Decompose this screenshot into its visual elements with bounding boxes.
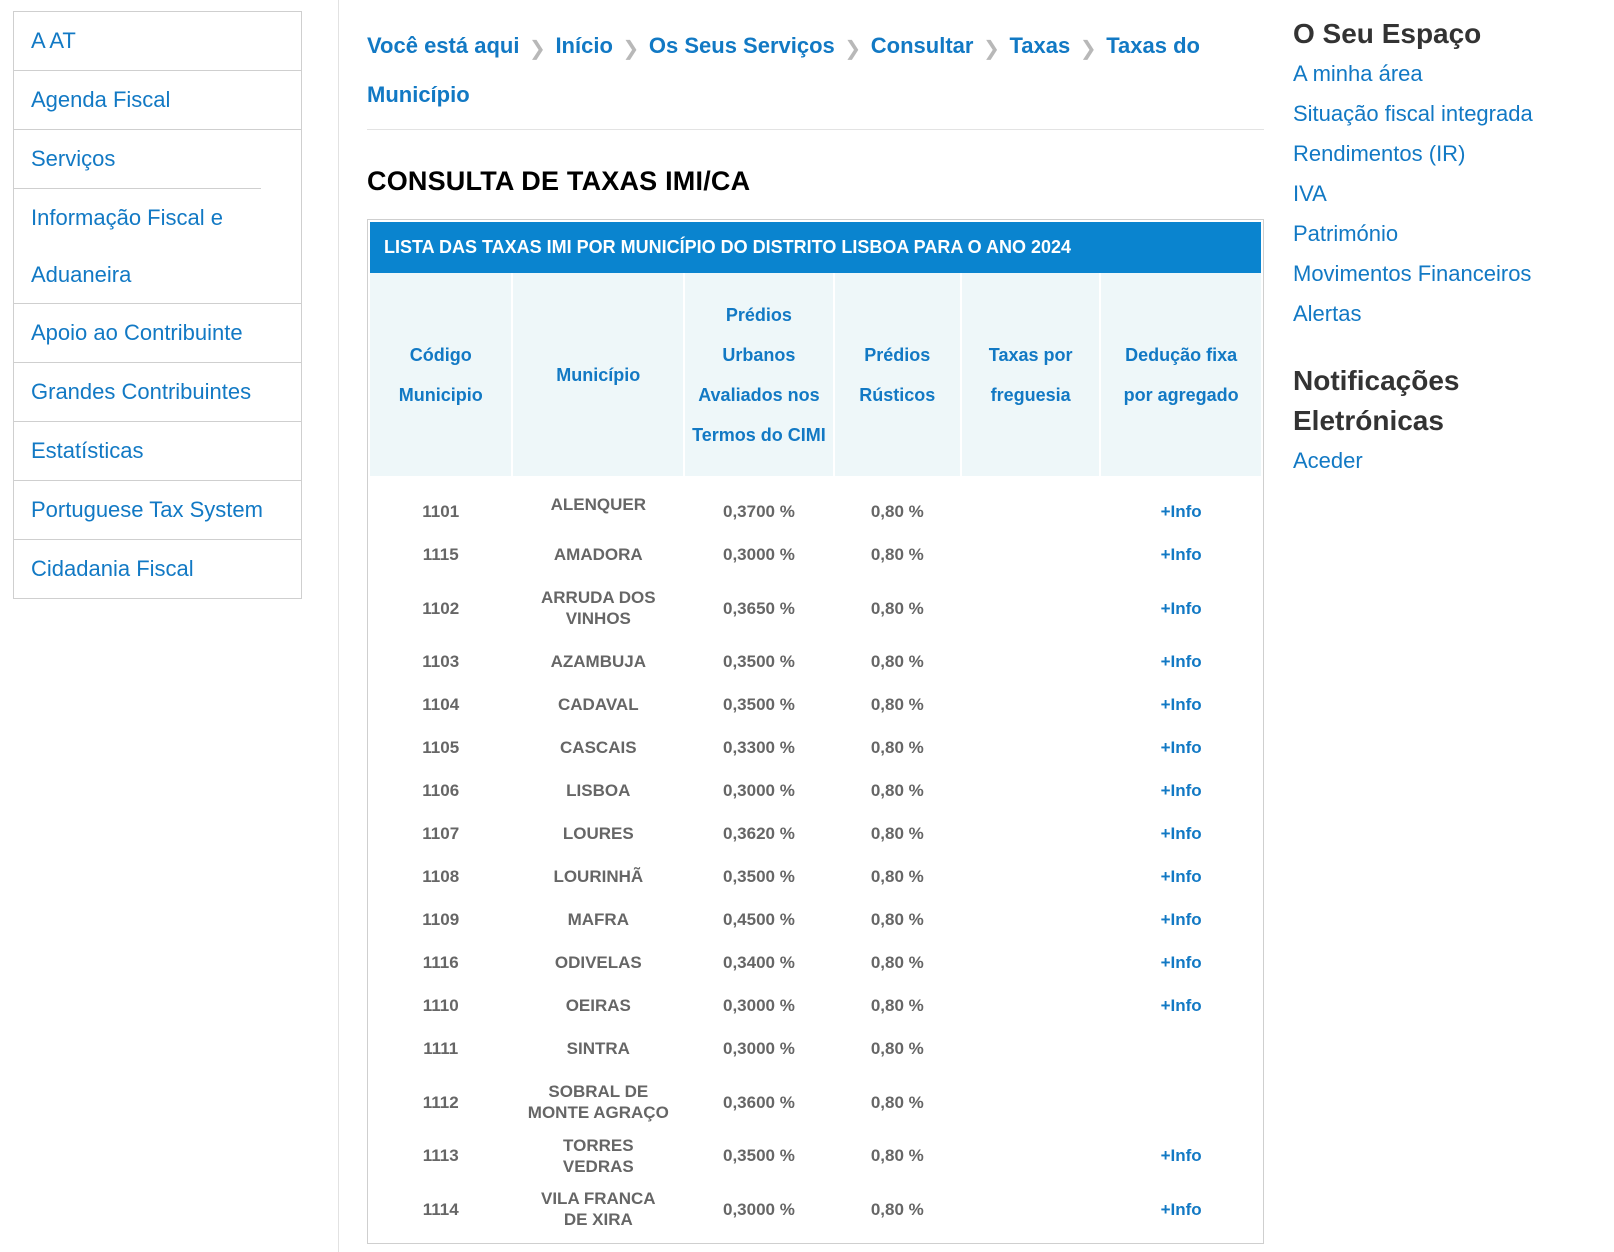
link-patrimonio[interactable]: Património <box>1293 221 1399 246</box>
cell-deducao-info <box>1101 1070 1261 1134</box>
cell-deducao-info <box>1101 640 1261 683</box>
cell-municipio: ALENQUER <box>550 495 646 514</box>
espaco-title: O Seu Espaço <box>1293 18 1482 49</box>
info-link[interactable]: +Info <box>1160 781 1202 800</box>
cell-codigo: 1106 <box>422 781 460 800</box>
cell-taxas-freguesia <box>962 1134 1099 1177</box>
table-row <box>370 1134 1261 1177</box>
cell-municipio: OEIRAS <box>565 996 631 1015</box>
table-row <box>370 1070 1261 1134</box>
sidebar-item-cidadania-fiscal[interactable]: Cidadania Fiscal <box>14 539 301 598</box>
cell-taxas-freguesia <box>962 683 1099 726</box>
cell-taxas-freguesia <box>962 476 1099 533</box>
cell-predios-urbanos: 0,3500 % <box>722 695 795 714</box>
cell-deducao-info <box>1101 533 1261 576</box>
chevron-right-icon: ❯ <box>1079 38 1097 60</box>
cell-taxas-freguesia <box>962 984 1099 1027</box>
table-caption: LISTA DAS TAXAS IMI POR MUNICÍPIO DO DISTRITO LISBOA PARA O ANO 2024 <box>370 222 1261 273</box>
header-codigo: Código Municipio <box>370 273 511 476</box>
info-link[interactable]: +Info <box>1160 652 1202 671</box>
info-link[interactable]: +Info <box>1160 598 1202 618</box>
cell-deducao-info <box>1101 898 1261 941</box>
sidebar-item-grandes-contribuintes[interactable]: Grandes Contribuintes <box>14 362 301 421</box>
table-row <box>370 769 1261 812</box>
notificacoes-title: Notificações Eletrónicas <box>1293 365 1460 436</box>
table-row <box>370 1177 1261 1241</box>
cell-predios-rusticos: 0,80 % <box>870 867 924 886</box>
info-link[interactable]: +Info <box>1160 996 1202 1015</box>
breadcrumb-you-are-here[interactable]: Você está aqui <box>367 33 520 58</box>
info-link[interactable]: +Info <box>1160 738 1202 757</box>
info-link[interactable]: +Info <box>1160 545 1202 564</box>
cell-predios-rusticos: 0,80 % <box>870 738 924 757</box>
table-row <box>370 898 1261 941</box>
cell-codigo: 1103 <box>422 652 460 671</box>
cell-codigo: 1102 <box>422 598 460 618</box>
header-municipio: Município <box>513 273 683 476</box>
cell-predios-urbanos: 0,3000 % <box>722 996 795 1015</box>
breadcrumb-consultar[interactable]: Consultar <box>870 33 974 58</box>
cell-predios-rusticos: 0,80 % <box>870 652 924 671</box>
cell-predios-rusticos: 0,80 % <box>870 502 924 521</box>
info-link[interactable]: +Info <box>1160 502 1202 521</box>
link-alertas[interactable]: Alertas <box>1293 301 1362 326</box>
chevron-right-icon: ❯ <box>983 38 1000 60</box>
cell-municipio: LISBOA <box>566 781 631 800</box>
cell-municipio: CADAVAL <box>558 695 639 714</box>
table-row <box>370 812 1261 855</box>
cell-predios-rusticos: 0,80 % <box>870 598 924 618</box>
cell-codigo: 1105 <box>422 738 460 757</box>
link-movimentos-financeiros[interactable]: Movimentos Financeiros <box>1293 261 1532 286</box>
cell-predios-rusticos: 0,80 % <box>870 1092 924 1112</box>
link-minha-area[interactable]: A minha área <box>1293 61 1423 86</box>
cell-codigo: 1107 <box>422 824 460 843</box>
cell-deducao-info <box>1101 941 1261 984</box>
imi-rates-table <box>367 219 1264 1244</box>
cell-predios-urbanos: 0,3500 % <box>722 867 795 886</box>
chevron-right-icon: ❯ <box>622 38 640 60</box>
cell-taxas-freguesia <box>962 898 1099 941</box>
cell-codigo: 1115 <box>422 545 459 564</box>
cell-deducao-info <box>1101 769 1261 812</box>
cell-municipio: CASCAIS <box>560 738 637 757</box>
cell-predios-urbanos: 0,3000 % <box>722 1039 795 1058</box>
cell-predios-urbanos: 0,3650 % <box>722 598 795 618</box>
cell-municipio: TORRES VEDRAS <box>562 1135 634 1176</box>
link-situacao-fiscal[interactable]: Situação fiscal integrada <box>1293 101 1533 126</box>
cell-predios-urbanos: 0,3000 % <box>722 545 795 564</box>
table-header-row <box>370 273 1261 476</box>
link-rendimentos[interactable]: Rendimentos (IR) <box>1293 141 1466 166</box>
cell-codigo: 1108 <box>422 867 460 886</box>
breadcrumb-os-seus-servicos[interactable]: Os Seus Serviços <box>648 33 835 58</box>
info-link[interactable]: +Info <box>1160 695 1202 714</box>
cell-municipio: MAFRA <box>567 910 629 929</box>
cell-deducao-info <box>1101 1134 1261 1177</box>
cell-municipio: LOURINHÃ <box>553 867 644 886</box>
cell-deducao-info <box>1101 812 1261 855</box>
cell-taxas-freguesia <box>962 769 1099 812</box>
cell-taxas-freguesia <box>962 576 1099 640</box>
cell-predios-urbanos: 0,3000 % <box>722 781 795 800</box>
table-row <box>370 941 1261 984</box>
cell-municipio: SOBRAL DE MONTE AGRAÇO <box>527 1082 669 1122</box>
cell-predios-urbanos: 0,3300 % <box>722 738 795 757</box>
cell-codigo: 1112 <box>422 1092 459 1112</box>
cell-deducao-info <box>1101 726 1261 769</box>
breadcrumb-taxas-do-municipio[interactable]: Taxas do Município <box>367 33 1200 107</box>
link-aceder[interactable]: Aceder <box>1293 448 1363 473</box>
info-link[interactable]: +Info <box>1160 824 1202 843</box>
cell-predios-rusticos: 0,80 % <box>870 824 924 843</box>
sidebar-item-estatisticas[interactable]: Estatísticas <box>14 421 301 480</box>
cell-taxas-freguesia <box>962 1177 1099 1241</box>
info-link[interactable]: +Info <box>1160 1199 1202 1219</box>
cell-codigo: 1110 <box>422 996 459 1015</box>
breadcrumb <box>367 22 1264 130</box>
table-row <box>370 640 1261 683</box>
header-deducao-fixa: Dedução fixa por agregado <box>1101 273 1261 476</box>
cell-predios-urbanos: 0,3000 % <box>722 1199 795 1219</box>
cell-deducao-info <box>1101 855 1261 898</box>
cell-codigo: 1109 <box>422 910 460 929</box>
chevron-right-icon: ❯ <box>529 38 546 60</box>
cell-predios-rusticos: 0,80 % <box>870 910 924 929</box>
cell-taxas-freguesia <box>962 1070 1099 1134</box>
cell-predios-urbanos: 0,3500 % <box>722 1146 795 1165</box>
cell-predios-urbanos: 0,4500 % <box>722 910 795 929</box>
cell-predios-rusticos: 0,80 % <box>870 1146 924 1165</box>
cell-taxas-freguesia <box>962 855 1099 898</box>
cell-codigo: 1116 <box>422 953 459 972</box>
cell-municipio: AMADORA <box>553 545 643 564</box>
table-row <box>370 683 1261 726</box>
chevron-right-icon: ❯ <box>844 38 862 60</box>
cell-municipio: LOURES <box>562 824 634 843</box>
cell-deducao-info <box>1101 1027 1261 1070</box>
cell-codigo: 1111 <box>423 1039 459 1058</box>
table-row <box>370 533 1261 576</box>
cell-deducao-info <box>1101 576 1261 640</box>
link-iva[interactable]: IVA <box>1293 181 1327 206</box>
breadcrumb-inicio[interactable]: Início <box>555 33 613 58</box>
sidebar-item-agenda-fiscal[interactable]: Agenda Fiscal <box>14 70 301 129</box>
breadcrumb-taxas[interactable]: Taxas <box>1009 33 1071 58</box>
cell-predios-rusticos: 0,80 % <box>870 996 924 1015</box>
cell-predios-urbanos: 0,3400 % <box>722 953 795 972</box>
cell-codigo: 1113 <box>422 1146 459 1165</box>
cell-predios-urbanos: 0,3700 % <box>722 502 795 521</box>
cell-taxas-freguesia <box>962 640 1099 683</box>
cell-predios-rusticos: 0,80 % <box>870 1039 924 1058</box>
cell-taxas-freguesia <box>962 941 1099 984</box>
cell-predios-rusticos: 0,80 % <box>870 953 924 972</box>
cell-municipio: AZAMBUJA <box>550 652 646 671</box>
cell-taxas-freguesia <box>962 533 1099 576</box>
table-row <box>370 1027 1261 1070</box>
table-row <box>370 476 1261 533</box>
table-row <box>370 984 1261 1027</box>
header-predios-urbanos: Prédios Urbanos Avaliados nos Termos do CIMI <box>685 273 833 476</box>
header-predios-rusticos: Prédios Rústicos <box>835 273 960 476</box>
info-link[interactable]: +Info <box>1160 953 1202 972</box>
header-taxas-freguesia: Taxas por freguesia <box>962 273 1099 476</box>
page-title: CONSULTA DE TAXAS IMI/CA <box>367 166 751 196</box>
cell-deducao-info <box>1101 683 1261 726</box>
cell-predios-rusticos: 0,80 % <box>870 695 924 714</box>
cell-municipio: VILA FRANCA DE XIRA <box>541 1189 656 1229</box>
cell-deducao-info <box>1101 476 1261 533</box>
sidebar-item-a-at[interactable]: A AT <box>31 28 76 53</box>
sidebar-item-portuguese-tax-system[interactable]: Portuguese Tax System <box>14 480 301 539</box>
cell-municipio: ARRUDA DOS VINHOS <box>541 588 656 628</box>
sidebar-item-apoio-contribuinte[interactable]: Apoio ao Contribuinte <box>14 303 301 362</box>
cell-municipio: ODIVELAS <box>554 953 642 972</box>
info-link[interactable]: +Info <box>1160 910 1202 929</box>
main-content <box>367 0 1264 1244</box>
cell-municipio: SINTRA <box>566 1039 630 1058</box>
table-row <box>370 576 1261 640</box>
cell-predios-rusticos: 0,80 % <box>870 1199 924 1219</box>
cell-taxas-freguesia <box>962 812 1099 855</box>
cell-predios-urbanos: 0,3500 % <box>722 652 795 671</box>
cell-codigo: 1101 <box>422 502 460 521</box>
cell-codigo: 1104 <box>422 695 460 714</box>
sidebar-item-informacao-fiscal[interactable]: Informação Fiscal e Aduaneira <box>14 188 261 303</box>
cell-predios-rusticos: 0,80 % <box>870 781 924 800</box>
cell-predios-urbanos: 0,3620 % <box>722 824 795 843</box>
column-divider <box>338 0 339 1252</box>
cell-taxas-freguesia <box>962 1027 1099 1070</box>
table-row <box>370 855 1261 898</box>
table-row <box>370 726 1261 769</box>
cell-deducao-info <box>1101 984 1261 1027</box>
right-panel <box>1293 14 1614 481</box>
info-link[interactable]: +Info <box>1160 1146 1202 1165</box>
sidebar-menu <box>13 11 302 599</box>
cell-predios-rusticos: 0,80 % <box>870 545 924 564</box>
cell-taxas-freguesia <box>962 726 1099 769</box>
cell-codigo: 1114 <box>422 1199 459 1219</box>
cell-deducao-info <box>1101 1177 1261 1241</box>
sidebar-item-servicos[interactable]: Serviços <box>14 129 301 188</box>
info-link[interactable]: +Info <box>1160 867 1202 886</box>
cell-predios-urbanos: 0,3600 % <box>722 1092 795 1112</box>
